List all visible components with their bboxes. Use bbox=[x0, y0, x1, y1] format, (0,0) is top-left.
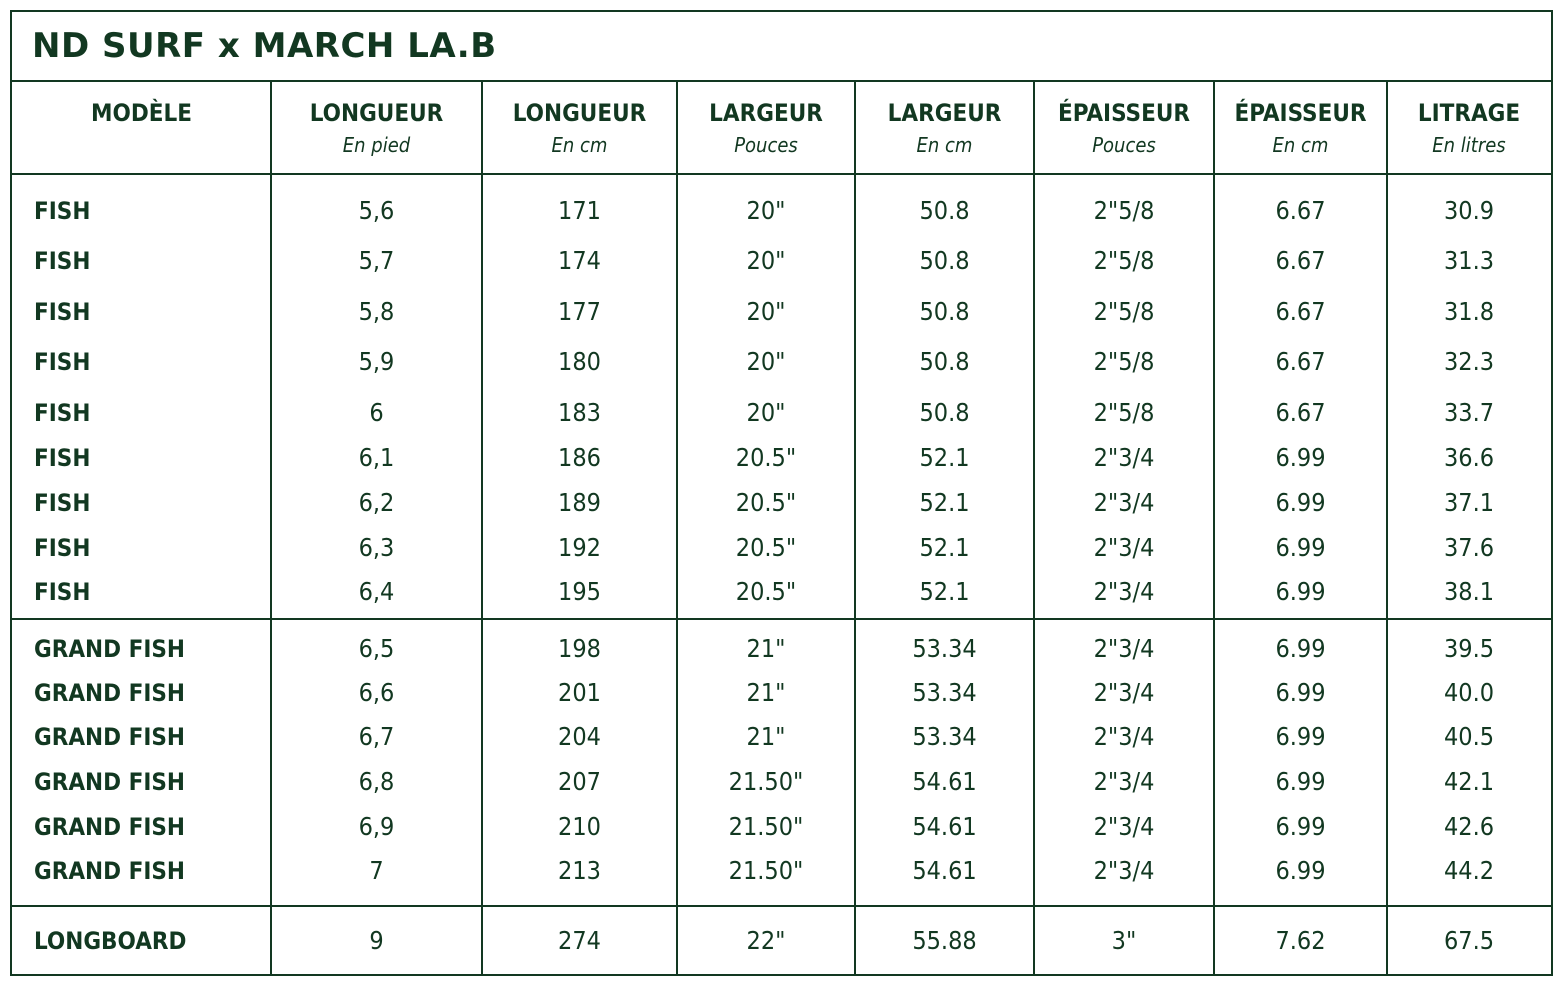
value-cell: 50.8 bbox=[919, 246, 970, 275]
group-rule bbox=[12, 618, 1551, 620]
model-cell: LONGBOARD bbox=[34, 927, 187, 955]
model-cell: GRAND FISH bbox=[34, 679, 185, 707]
value-cell: 2"3/4 bbox=[1093, 767, 1155, 796]
value-cell: 50.8 bbox=[919, 398, 970, 427]
value-cell: 5,8 bbox=[358, 297, 395, 326]
value-cell: 36.6 bbox=[1443, 443, 1495, 472]
value-cell: 52.1 bbox=[919, 533, 970, 562]
value-cell: 21" bbox=[746, 722, 786, 751]
column-header-label: ÉPAISSEUR bbox=[1234, 99, 1367, 127]
model-cell: FISH bbox=[34, 444, 91, 472]
value-cell: 31.3 bbox=[1443, 246, 1495, 275]
value-cell: 7.62 bbox=[1275, 926, 1326, 955]
value-cell: 39.5 bbox=[1443, 634, 1495, 663]
value-cell: 177 bbox=[558, 297, 601, 326]
column-header-label: LONGUEUR bbox=[512, 99, 647, 127]
value-cell: 201 bbox=[558, 678, 601, 707]
value-cell: 2"5/8 bbox=[1093, 246, 1155, 275]
value-cell: 54.61 bbox=[912, 812, 977, 841]
value-cell: 6.67 bbox=[1275, 297, 1326, 326]
value-cell: 2"3/4 bbox=[1093, 722, 1155, 751]
value-cell: 180 bbox=[558, 347, 601, 376]
title-bar bbox=[12, 12, 1551, 82]
value-cell: 2"3/4 bbox=[1093, 533, 1155, 562]
value-cell: 6,3 bbox=[358, 533, 395, 562]
value-cell: 32.3 bbox=[1443, 347, 1495, 376]
value-cell: 5,7 bbox=[358, 246, 395, 275]
value-cell: 2"5/8 bbox=[1093, 398, 1155, 427]
size-chart-table bbox=[10, 10, 1553, 976]
value-cell: 5,6 bbox=[358, 196, 395, 225]
value-cell: 2"3/4 bbox=[1093, 443, 1155, 472]
model-cell: FISH bbox=[34, 348, 91, 376]
value-cell: 2"3/4 bbox=[1093, 488, 1155, 517]
value-cell: 52.1 bbox=[919, 488, 970, 517]
model-cell: GRAND FISH bbox=[34, 813, 185, 841]
value-cell: 6,1 bbox=[358, 443, 395, 472]
value-cell: 6,4 bbox=[358, 577, 395, 606]
value-cell: 20" bbox=[746, 347, 786, 376]
value-cell: 44.2 bbox=[1443, 856, 1495, 885]
value-cell: 210 bbox=[558, 812, 601, 841]
value-cell: 54.61 bbox=[912, 856, 977, 885]
value-cell: 6.99 bbox=[1275, 856, 1326, 885]
value-cell: 50.8 bbox=[919, 347, 970, 376]
value-cell: 174 bbox=[558, 246, 601, 275]
value-cell: 3" bbox=[1111, 926, 1137, 955]
value-cell: 38.1 bbox=[1443, 577, 1495, 606]
value-cell: 6.99 bbox=[1275, 678, 1326, 707]
value-cell: 20" bbox=[746, 297, 786, 326]
model-cell: FISH bbox=[34, 399, 91, 427]
value-cell: 55.88 bbox=[912, 926, 977, 955]
value-cell: 2"3/4 bbox=[1093, 856, 1155, 885]
value-cell: 33.7 bbox=[1443, 398, 1495, 427]
value-cell: 2"3/4 bbox=[1093, 577, 1155, 606]
group-rule bbox=[12, 905, 1551, 907]
value-cell: 30.9 bbox=[1443, 196, 1495, 225]
value-cell: 20.5" bbox=[735, 488, 797, 517]
value-cell: 53.34 bbox=[912, 722, 977, 751]
value-cell: 40.5 bbox=[1443, 722, 1495, 751]
value-cell: 9 bbox=[369, 926, 384, 955]
column-header-unit: En pied bbox=[342, 133, 411, 157]
column-header-label: MODÈLE bbox=[90, 99, 193, 127]
value-cell: 213 bbox=[558, 856, 601, 885]
column-header-label: LARGEUR bbox=[709, 99, 823, 127]
value-cell: 20.5" bbox=[735, 577, 797, 606]
value-cell: 189 bbox=[558, 488, 601, 517]
value-cell: 54.61 bbox=[912, 767, 977, 796]
header-rule bbox=[12, 173, 1551, 175]
value-cell: 53.34 bbox=[912, 634, 977, 663]
column-header-label: LITRAGE bbox=[1417, 99, 1521, 127]
model-cell: FISH bbox=[34, 489, 91, 517]
value-cell: 6,2 bbox=[358, 488, 395, 517]
value-cell: 20" bbox=[746, 246, 786, 275]
value-cell: 183 bbox=[558, 398, 601, 427]
value-cell: 6,5 bbox=[358, 634, 395, 663]
value-cell: 6.99 bbox=[1275, 812, 1326, 841]
value-cell: 20" bbox=[746, 398, 786, 427]
value-cell: 6.99 bbox=[1275, 488, 1326, 517]
value-cell: 31.8 bbox=[1443, 297, 1495, 326]
value-cell: 52.1 bbox=[919, 577, 970, 606]
value-cell: 52.1 bbox=[919, 443, 970, 472]
value-cell: 42.6 bbox=[1443, 812, 1495, 841]
value-cell: 6,8 bbox=[358, 767, 395, 796]
value-cell: 6.99 bbox=[1275, 767, 1326, 796]
value-cell: 37.1 bbox=[1443, 488, 1495, 517]
value-cell: 6.99 bbox=[1275, 443, 1326, 472]
value-cell: 20.5" bbox=[735, 443, 797, 472]
value-cell: 21" bbox=[746, 678, 786, 707]
model-cell: FISH bbox=[34, 534, 91, 562]
model-cell: GRAND FISH bbox=[34, 635, 185, 663]
value-cell: 171 bbox=[558, 196, 601, 225]
value-cell: 6.99 bbox=[1275, 722, 1326, 751]
value-cell: 50.8 bbox=[919, 297, 970, 326]
value-cell: 2"3/4 bbox=[1093, 812, 1155, 841]
column-header-unit: En litres bbox=[1432, 133, 1506, 157]
value-cell: 2"5/8 bbox=[1093, 347, 1155, 376]
value-cell: 20.5" bbox=[735, 533, 797, 562]
value-cell: 2"3/4 bbox=[1093, 678, 1155, 707]
value-cell: 186 bbox=[558, 443, 601, 472]
model-cell: FISH bbox=[34, 197, 91, 225]
table-title: ND SURF x MARCH LA.B bbox=[32, 26, 497, 66]
model-cell: FISH bbox=[34, 298, 91, 326]
value-cell: 42.1 bbox=[1443, 767, 1495, 796]
value-cell: 6,7 bbox=[358, 722, 395, 751]
value-cell: 192 bbox=[558, 533, 601, 562]
value-cell: 6.67 bbox=[1275, 196, 1326, 225]
value-cell: 6 bbox=[369, 398, 384, 427]
value-cell: 40.0 bbox=[1443, 678, 1495, 707]
value-cell: 274 bbox=[558, 926, 601, 955]
value-cell: 2"5/8 bbox=[1093, 196, 1155, 225]
value-cell: 6.67 bbox=[1275, 347, 1326, 376]
value-cell: 7 bbox=[369, 856, 384, 885]
value-cell: 6,6 bbox=[358, 678, 395, 707]
value-cell: 5,9 bbox=[358, 347, 395, 376]
value-cell: 2"5/8 bbox=[1093, 297, 1155, 326]
model-cell: GRAND FISH bbox=[34, 768, 185, 796]
column-header-label: LARGEUR bbox=[887, 99, 1002, 127]
model-cell: GRAND FISH bbox=[34, 723, 185, 751]
value-cell: 195 bbox=[558, 577, 601, 606]
model-cell: GRAND FISH bbox=[34, 857, 185, 885]
value-cell: 6.99 bbox=[1275, 533, 1326, 562]
value-cell: 207 bbox=[558, 767, 601, 796]
model-cell: FISH bbox=[34, 578, 91, 606]
value-cell: 37.6 bbox=[1443, 533, 1495, 562]
value-cell: 6.99 bbox=[1275, 634, 1326, 663]
column-header-unit: En cm bbox=[916, 133, 973, 157]
value-cell: 204 bbox=[558, 722, 601, 751]
value-cell: 22" bbox=[746, 926, 786, 955]
value-cell: 21" bbox=[746, 634, 786, 663]
column-header-unit: En cm bbox=[1272, 133, 1329, 157]
value-cell: 21.50" bbox=[728, 812, 804, 841]
value-cell: 6.99 bbox=[1275, 577, 1326, 606]
value-cell: 198 bbox=[558, 634, 601, 663]
column-header-unit: En cm bbox=[551, 133, 608, 157]
value-cell: 6,9 bbox=[358, 812, 395, 841]
value-cell: 6.67 bbox=[1275, 398, 1326, 427]
model-cell: FISH bbox=[34, 247, 91, 275]
value-cell: 53.34 bbox=[912, 678, 977, 707]
value-cell: 6.67 bbox=[1275, 246, 1326, 275]
column-header-label: LONGUEUR bbox=[309, 99, 444, 127]
value-cell: 21.50" bbox=[728, 856, 804, 885]
value-cell: 21.50" bbox=[728, 767, 804, 796]
value-cell: 2"3/4 bbox=[1093, 634, 1155, 663]
column-header-unit: Pouces bbox=[1092, 133, 1156, 157]
value-cell: 20" bbox=[746, 196, 786, 225]
value-cell: 67.5 bbox=[1443, 926, 1495, 955]
value-cell: 50.8 bbox=[919, 196, 970, 225]
column-header-label: ÉPAISSEUR bbox=[1057, 99, 1191, 127]
column-header-unit: Pouces bbox=[734, 133, 798, 157]
